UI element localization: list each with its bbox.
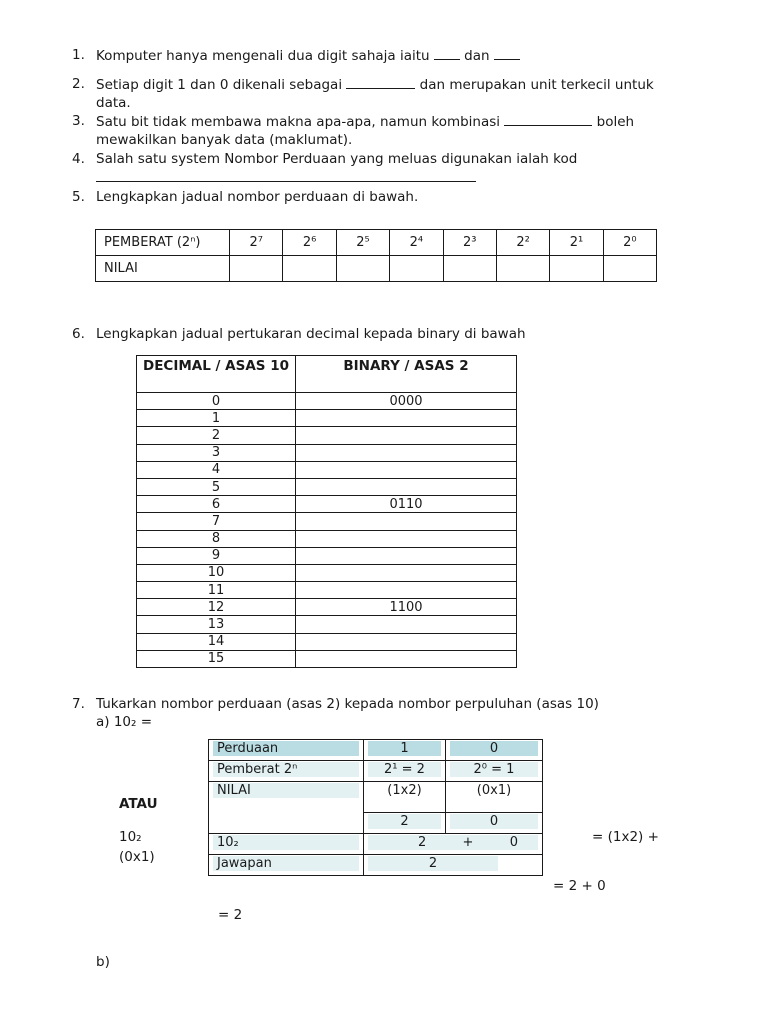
weight-cell: 2¹ = 2 xyxy=(368,762,441,777)
binary-cell[interactable] xyxy=(296,513,517,530)
power-cell: 2⁴ xyxy=(390,230,443,256)
answer-blank[interactable] xyxy=(494,46,520,60)
decimal-cell: 3 xyxy=(137,444,296,461)
question-text-line2: data. xyxy=(96,95,131,111)
question-number: 5. xyxy=(72,189,85,205)
power-cell: 2⁷ xyxy=(230,230,283,256)
answer-blank[interactable] xyxy=(346,75,415,89)
binary-cell[interactable]: 1100 xyxy=(296,599,517,616)
value-cell[interactable] xyxy=(230,256,283,282)
binary-cell[interactable] xyxy=(296,616,517,633)
question-number: 1. xyxy=(72,47,85,63)
question-text-cont: dan merupakan unit terkecil untuk xyxy=(415,77,654,93)
digit-cell: 0 xyxy=(450,741,538,756)
binary-weights-table xyxy=(95,229,657,282)
question-number: 7. xyxy=(72,696,85,712)
question-text: Salah satu system Nombor Perduaan yang meluas digunakan ialah kod xyxy=(96,151,578,167)
column-header-decimal: DECIMAL / ASAS 10 xyxy=(137,356,296,393)
table-row xyxy=(137,547,517,564)
plus-sign: + xyxy=(462,835,474,850)
result-cell: 0 xyxy=(450,814,538,829)
table-row xyxy=(137,564,517,581)
binary-cell[interactable] xyxy=(296,461,517,478)
final-result: = 2 xyxy=(218,907,243,923)
decimal-cell: 11 xyxy=(137,582,296,599)
decimal-cell: 7 xyxy=(137,513,296,530)
atau-label: ATAU xyxy=(119,796,158,812)
question-text-cont: boleh xyxy=(592,114,635,130)
row-label: 10₂ xyxy=(213,835,359,850)
question-number: 6. xyxy=(72,326,85,342)
row-label: Pemberat 2ⁿ xyxy=(213,762,359,777)
question-number: 3. xyxy=(72,113,85,129)
digit-cell: 1 xyxy=(368,741,441,756)
table-row xyxy=(209,782,543,813)
decimal-cell: 13 xyxy=(137,616,296,633)
decimal-cell: 5 xyxy=(137,478,296,495)
value-cell[interactable] xyxy=(336,256,389,282)
zero-term: (0x1) xyxy=(119,849,155,865)
row-label: Jawapan xyxy=(213,856,359,871)
table-row xyxy=(137,461,517,478)
binary-cell[interactable] xyxy=(296,633,517,650)
question-text-line2: mewakilkan banyak data (maklumat). xyxy=(96,132,353,148)
column-header-binary: BINARY / ASAS 2 xyxy=(296,356,517,393)
answer-blank[interactable] xyxy=(96,168,476,182)
value-cell[interactable] xyxy=(550,256,603,282)
power-cell: 2⁰ xyxy=(603,230,656,256)
binary-cell[interactable] xyxy=(296,564,517,581)
values-row xyxy=(96,256,657,282)
binary-cell[interactable] xyxy=(296,410,517,427)
power-cell: 2⁶ xyxy=(283,230,336,256)
binary-cell[interactable] xyxy=(296,444,517,461)
binary-cell[interactable] xyxy=(296,547,517,564)
base-expression: 10₂ xyxy=(119,829,142,845)
decimal-cell: 2 xyxy=(137,427,296,444)
sum-expression xyxy=(368,835,538,850)
table-row xyxy=(137,427,517,444)
table-row xyxy=(137,633,517,650)
value-cell[interactable] xyxy=(443,256,496,282)
question-text-mid: dan xyxy=(459,48,494,64)
decimal-cell: 0 xyxy=(137,393,296,410)
question-text: Satu bit tidak membawa makna apa-apa, namun kombinasi xyxy=(96,114,505,130)
table-row xyxy=(137,393,517,410)
value-cell[interactable] xyxy=(496,256,549,282)
decimal-cell: 15 xyxy=(137,650,296,667)
question-text: Komputer hanya mengenali dua digit sahaja iaitu xyxy=(96,48,434,64)
table-row xyxy=(137,496,517,513)
table-row xyxy=(137,582,517,599)
decimal-binary-table xyxy=(136,355,517,668)
value-cell: (1x2) xyxy=(387,783,422,798)
power-cell: 2⁵ xyxy=(336,230,389,256)
decimal-cell: 4 xyxy=(137,461,296,478)
table-row xyxy=(137,599,517,616)
decimal-cell: 1 xyxy=(137,410,296,427)
decimal-cell: 12 xyxy=(137,599,296,616)
row-label: PEMBERAT (2ⁿ) xyxy=(96,230,230,256)
decimal-cell: 8 xyxy=(137,530,296,547)
table-row xyxy=(137,444,517,461)
decimal-cell: 9 xyxy=(137,547,296,564)
row-label: Perduaan xyxy=(213,741,359,756)
binary-cell[interactable] xyxy=(296,427,517,444)
right-expression-1: = (1x2) + xyxy=(592,829,659,845)
value-cell[interactable] xyxy=(603,256,656,282)
sum-term: 0 xyxy=(509,835,518,850)
table-row xyxy=(137,650,517,667)
binary-cell[interactable] xyxy=(296,478,517,495)
question-number: 2. xyxy=(72,76,85,92)
value-cell: (0x1) xyxy=(476,783,512,798)
table-row xyxy=(209,834,543,855)
power-cell: 2³ xyxy=(443,230,496,256)
binary-cell[interactable]: 0110 xyxy=(296,496,517,513)
weights-row xyxy=(96,230,657,256)
question-text: Lengkapkan jadual pertukaran decimal kepada binary di bawah xyxy=(96,326,526,342)
worked-example-table xyxy=(208,739,543,876)
answer-cell: 2 xyxy=(368,856,498,871)
table-row xyxy=(209,740,543,761)
power-cell: 2² xyxy=(496,230,549,256)
table-row xyxy=(137,530,517,547)
table-row xyxy=(137,478,517,495)
binary-cell[interactable] xyxy=(296,650,517,667)
question-text: Setiap digit 1 dan 0 dikenali sebagai xyxy=(96,77,347,93)
decimal-cell: 10 xyxy=(137,564,296,581)
result-cell: 2 xyxy=(368,814,441,829)
table-row xyxy=(209,761,543,782)
binary-cell[interactable] xyxy=(296,582,517,599)
question-text: Lengkapkan jadual nombor perduaan di bawah. xyxy=(96,189,419,205)
answer-blank[interactable] xyxy=(504,112,592,126)
value-cell[interactable] xyxy=(390,256,443,282)
decimal-cell: 14 xyxy=(137,633,296,650)
binary-cell[interactable] xyxy=(296,530,517,547)
power-cell: 2¹ xyxy=(550,230,603,256)
table-row xyxy=(209,855,543,876)
row-label: NILAI xyxy=(213,783,359,798)
question-text: Tukarkan nombor perduaan (asas 2) kepada nombor perpuluhan (asas 10) xyxy=(96,696,599,712)
table-row xyxy=(137,616,517,633)
right-expression-2: = 2 + 0 xyxy=(553,878,606,894)
decimal-cell: 6 xyxy=(137,496,296,513)
sub-question-b: b) xyxy=(96,954,110,970)
weight-cell: 2⁰ = 1 xyxy=(450,762,538,777)
sum-term: 2 xyxy=(418,835,427,850)
value-cell[interactable] xyxy=(283,256,336,282)
header-row xyxy=(137,356,517,393)
table-row xyxy=(137,410,517,427)
table-row xyxy=(137,513,517,530)
binary-cell[interactable]: 0000 xyxy=(296,393,517,410)
sub-question-a: a) 10₂ = xyxy=(96,714,153,730)
question-number: 4. xyxy=(72,151,85,167)
row-label: NILAI xyxy=(96,256,230,282)
answer-blank[interactable] xyxy=(434,46,460,60)
